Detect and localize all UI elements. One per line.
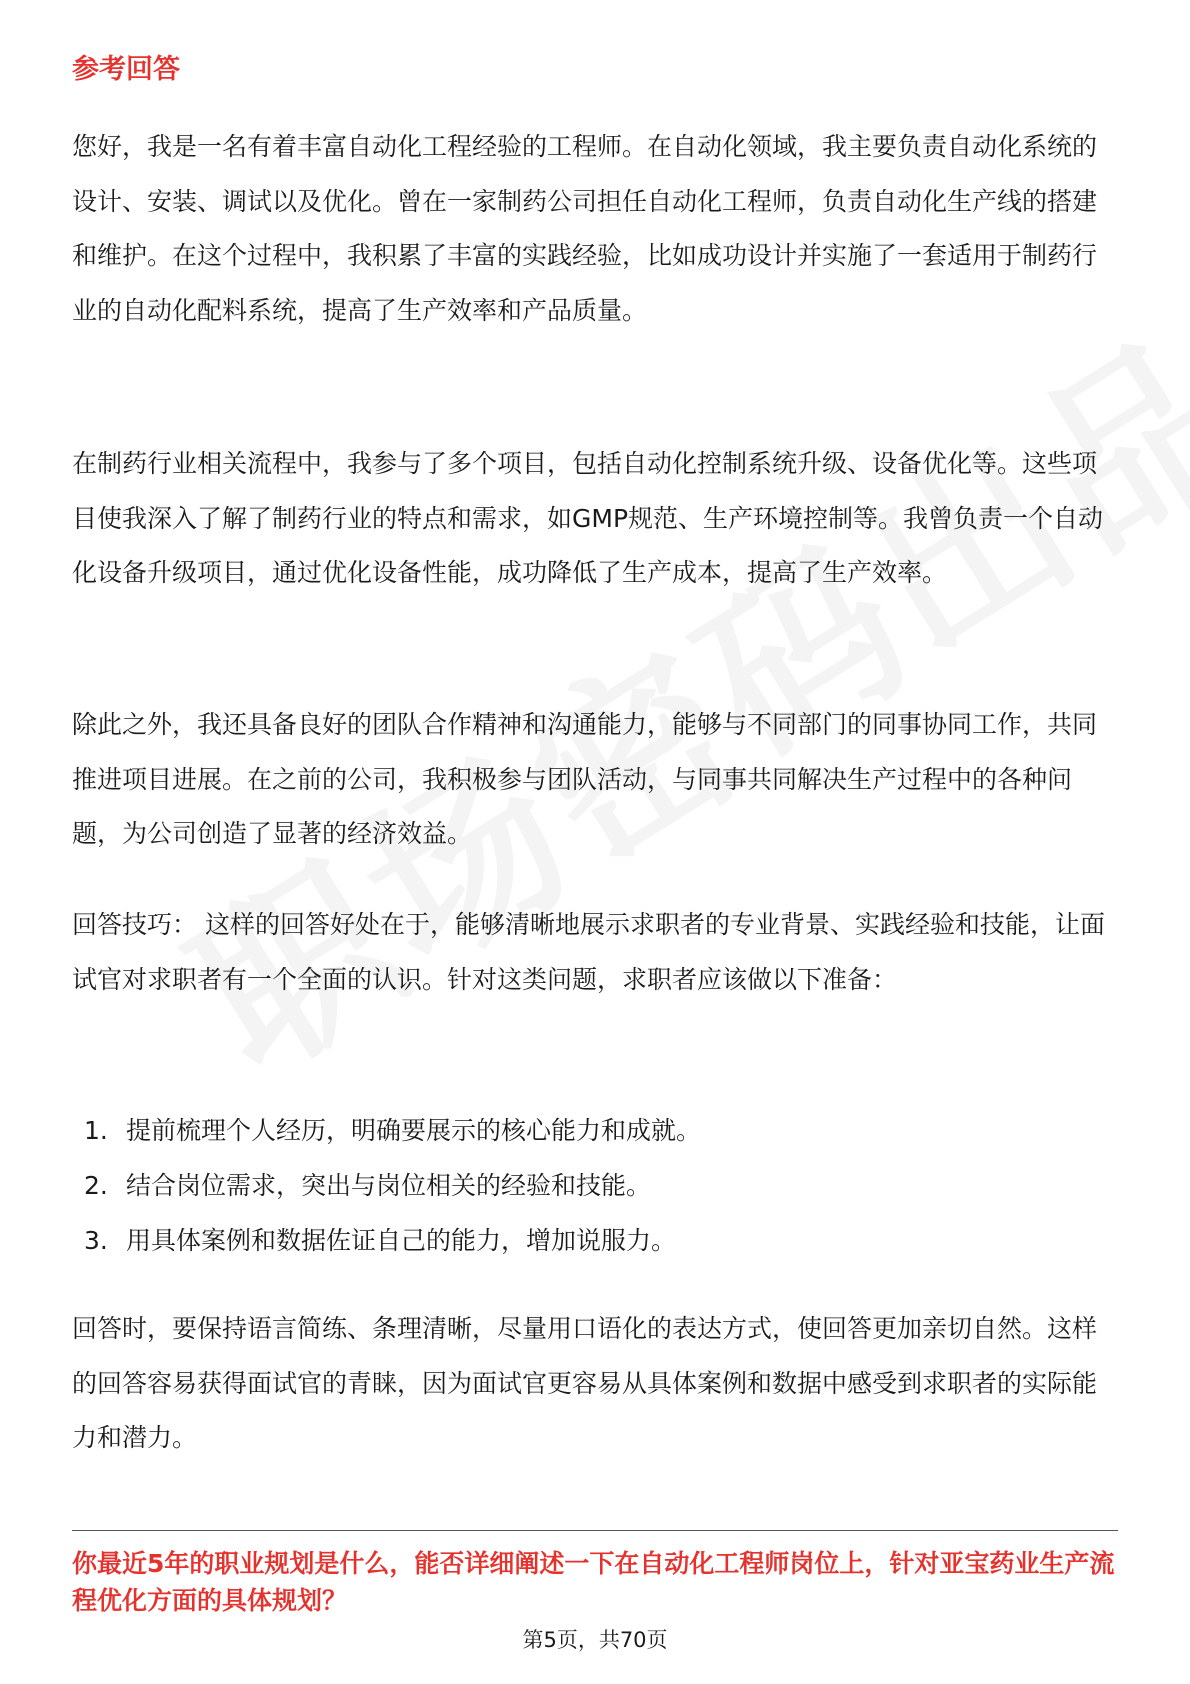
list-item-number: 3.	[84, 1226, 108, 1255]
section-title: 参考回答	[72, 54, 180, 85]
list-item-number: 1.	[84, 1116, 108, 1145]
answer-tips-intro: 回答技巧： 这样的回答好处在于，能够清晰地展示求职者的专业背景、实践经验和技能，让面试官对求职者有一个全面的认识。针对这类问题，求职者应该做以下准备：	[72, 910, 1105, 994]
list-item-text: 用具体案例和数据佐证自己的能力，增加说服力。	[126, 1226, 677, 1255]
list-item-text: 提前梳理个人经历，明确要展示的核心能力和成就。	[126, 1116, 702, 1145]
answer-paragraph-closing: 回答时，要保持语言简练、条理清晰，尽量用口语化的表达方式，使回答更加亲切自然。这样的回答容易获得面试官的青睐，因为面试官更容易从具体案例和数据中感受到求职者的实际能力和潜力。	[72, 1314, 1098, 1452]
answer-paragraph-2: 在制药行业相关流程中，我参与了多个项目，包括自动化控制系统升级、设备优化等。这些项目使我深入了解了制药行业的特点和需求，如GMP规范、生产环境控制等。我曾负责一个自动化设备升级项目，通过优化设备性能，成功降低了生产成本，提高了生产效率。	[72, 449, 1104, 587]
tips-list	[84, 1103, 1104, 1268]
list-item	[84, 1213, 1104, 1268]
answer-paragraph-1: 您好，我是一名有着丰富自动化工程经验的工程师。在自动化领域，我主要负责自动化系统的设计、安装、调试以及优化。曾在一家制药公司担任自动化工程师，负责自动化生产线的搭建和维护。在这个过程中，我积累了丰富的实践经验，比如成功设计并实施了一套适用于制药行业的自动化配料系统，提高了生产效率和产品质量。	[72, 132, 1098, 325]
section-divider	[72, 1530, 1118, 1531]
list-item-number: 2.	[84, 1171, 108, 1200]
list-item-text: 结合岗位需求，突出与岗位相关的经验和技能。	[126, 1171, 652, 1200]
list-item	[84, 1158, 1104, 1213]
next-question-heading: 你最近5年的职业规划是什么，能否详细阐述一下在自动化工程师岗位上，针对亚宝药业生产流程优化方面的具体规划？	[72, 1549, 1115, 1615]
page-number-footer: 第5页，共70页	[522, 1628, 668, 1652]
answer-paragraph-3: 除此之外，我还具备良好的团队合作精神和沟通能力，能够与不同部门的同事协同工作，共同推进项目进展。在之前的公司，我积极参与团队活动，与同事共同解决生产过程中的各种问题，为公司创造了显著的经济效益。	[72, 710, 1098, 848]
list-item	[84, 1103, 1104, 1158]
